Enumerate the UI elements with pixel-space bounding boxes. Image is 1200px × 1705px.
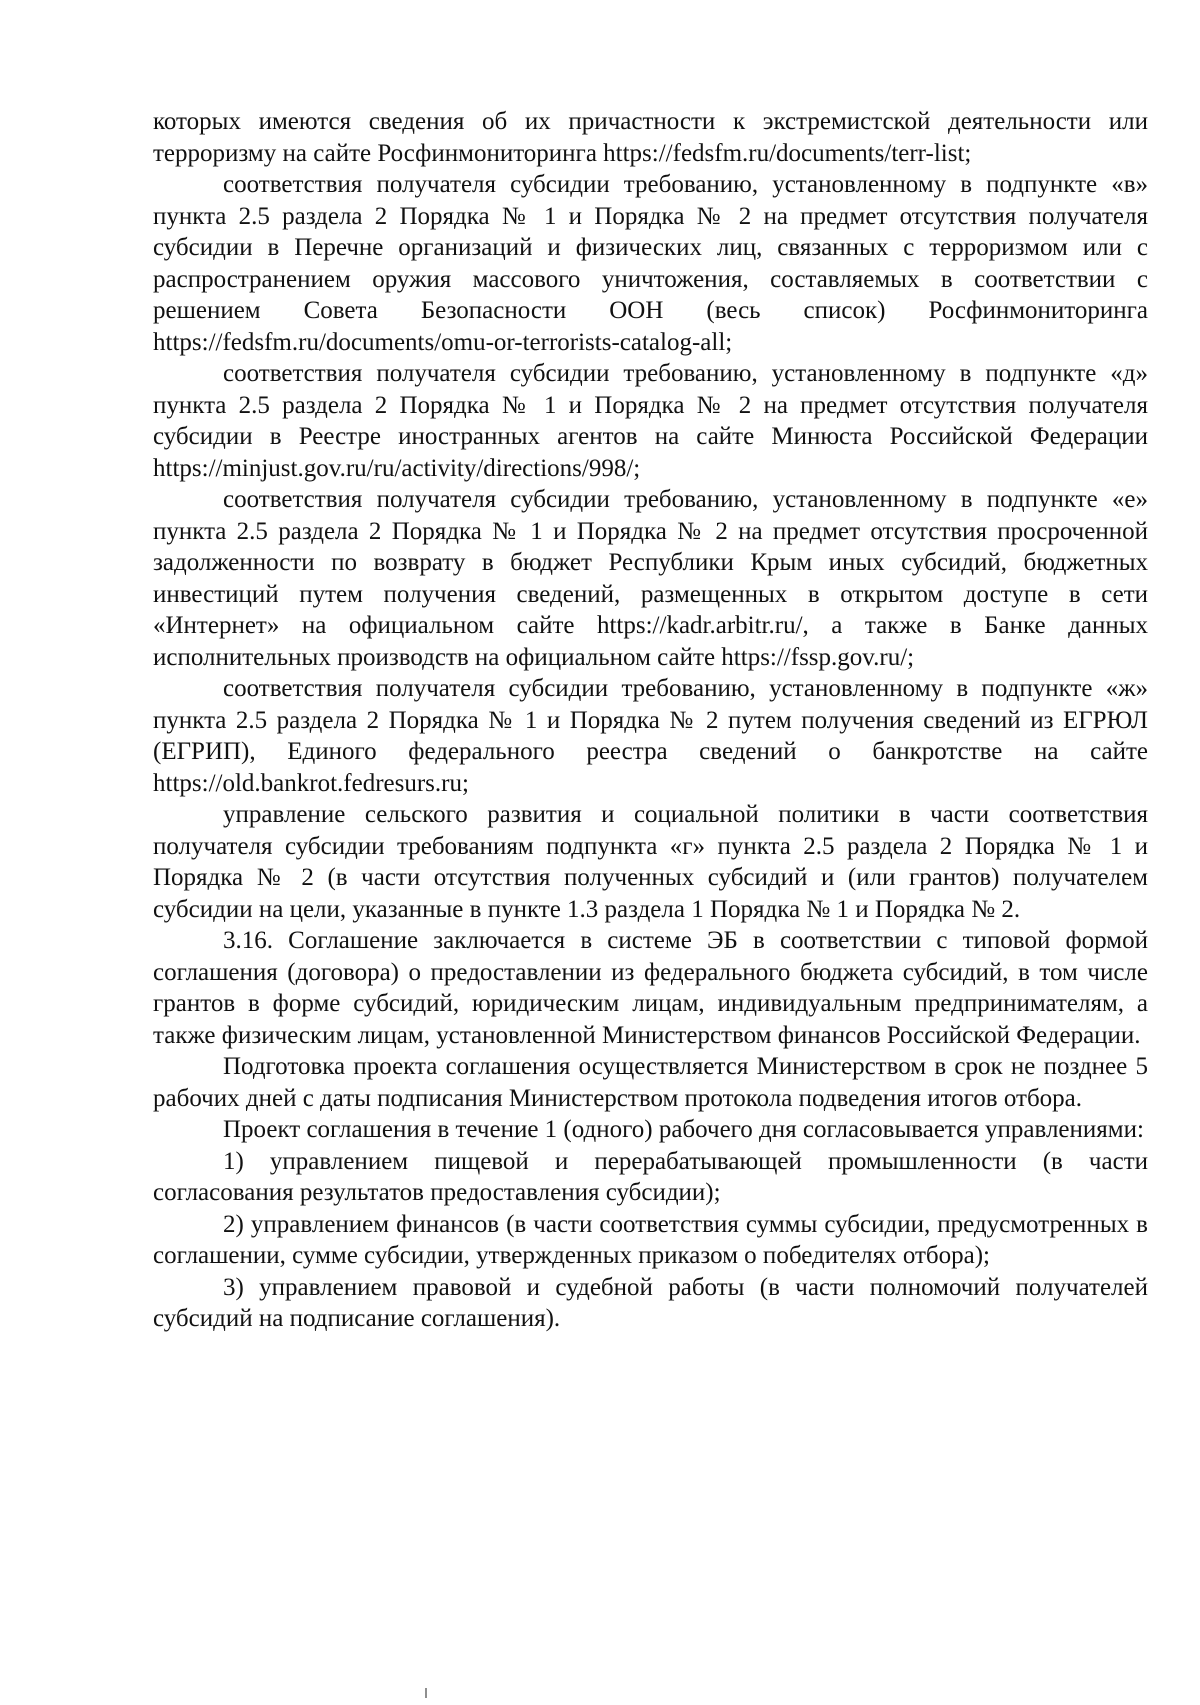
paragraph-subpoint-v: соответствия получателя субсидии требованию, установленному в подпункте «в» пункта 2.5 раздела 2 Порядка № 1 и Порядка № 2 на предмет отсутствия получателя субсидии в Перечне организаций и физических лиц, связанных с терроризмом или с распространением оружия массового уничтожения, составляемых в соответствии с решением Совета Безопасности ООН (весь список) Росфинмониторинга https://fedsfm.ru/documents/omu-or-terrorists-catalog-all; (153, 171, 1148, 356)
paragraph-subpoint-e: соответствия получателя субсидии требованию, установленному в подпункте «е» пункта 2.5 раздела 2 Порядка № 1 и Порядка № 2 на предмет отсутствия просроченной задолженности по возврату в бюджет Республики Крым иных субсидий, бюджетных инвестиций путем получения сведений, размещенных в открытом доступе в сети «Интернет» на официальном сайте https://kadr.arbitr.ru/, а также в Банке данных исполнительных производств на официальном сайте https://fssp.gov.ru/; (153, 486, 1148, 671)
paragraph-subpoint-zh: соответствия получателя субсидии требованию, установленному в подпункте «ж» пункта 2.5 раздела 2 Порядка № 1 и Порядка № 2 путем получения сведений из ЕГРЮЛ (ЕГРИП), Единого федерального реестра сведений о банкротстве на сайте https://old.bankrot.fedresurs.ru; (153, 675, 1148, 797)
paragraph-continuation: которых имеются сведения об их причастности к экстремистской деятельности или терроризму на сайте Росфинмониторинга https://fedsfm.ru/documents/terr-list; (153, 108, 1148, 167)
paragraph-3-16: 3.16. Соглашение заключается в системе ЭБ в соответствии с типовой формой соглашения (договора) о предоставлении из федерального бюджета субсидий, в том числе грантов в форме субсидий, юридическим лицам, индивидуальным предпринимателям, а также физическим лицам, установленной Министерством финансов Российской Федерации. (153, 927, 1148, 1049)
scan-mark (425, 1688, 433, 1698)
paragraph-subpoint-d: соответствия получателя субсидии требованию, установленному в подпункте «д» пункта 2.5 раздела 2 Порядка № 1 и Порядка № 2 на предмет отсутствия получателя субсидии в Реестре иностранных агентов на сайте Минюста Российской Федерации https://minjust.gov.ru/ru/activity/directions/998/; (153, 360, 1148, 482)
list-item-1: 1) управлением пищевой и перерабатывающей промышленности (в части согласования результатов предоставления субсидии); (153, 1147, 1148, 1206)
paragraph-agreement-approval: Проект соглашения в течение 1 (одного) рабочего дня согласовывается управлениями: (223, 1116, 1144, 1143)
paragraph-rural-development: управление сельского развития и социальной политики в части соответствия получателя субсидии требованиям подпункта «г» пункта 2.5 раздела 2 Порядка № 1 и Порядка № 2 (в части отсутствия полученных субсидий и (или грантов) получателем субсидии на цели, указанные в пункте 1.3 раздела 1 Порядка № 1 и Порядка № 2. (153, 801, 1148, 923)
paragraph-agreement-preparation: Подготовка проекта соглашения осуществляется Министерством в срок не позднее 5 рабочих дней с даты подписания Министерством протокола подведения итогов отбора. (153, 1053, 1148, 1112)
document-body (153, 106, 1148, 1335)
list-item-2: 2) управлением финансов (в части соответствия суммы субсидии, предусмотренных в соглашении, сумме субсидии, утвержденных приказом о победителях отбора); (153, 1210, 1148, 1269)
list-item-3: 3) управлением правовой и судебной работы (в части полномочий получателей субсидий на подписание соглашения). (153, 1273, 1148, 1332)
